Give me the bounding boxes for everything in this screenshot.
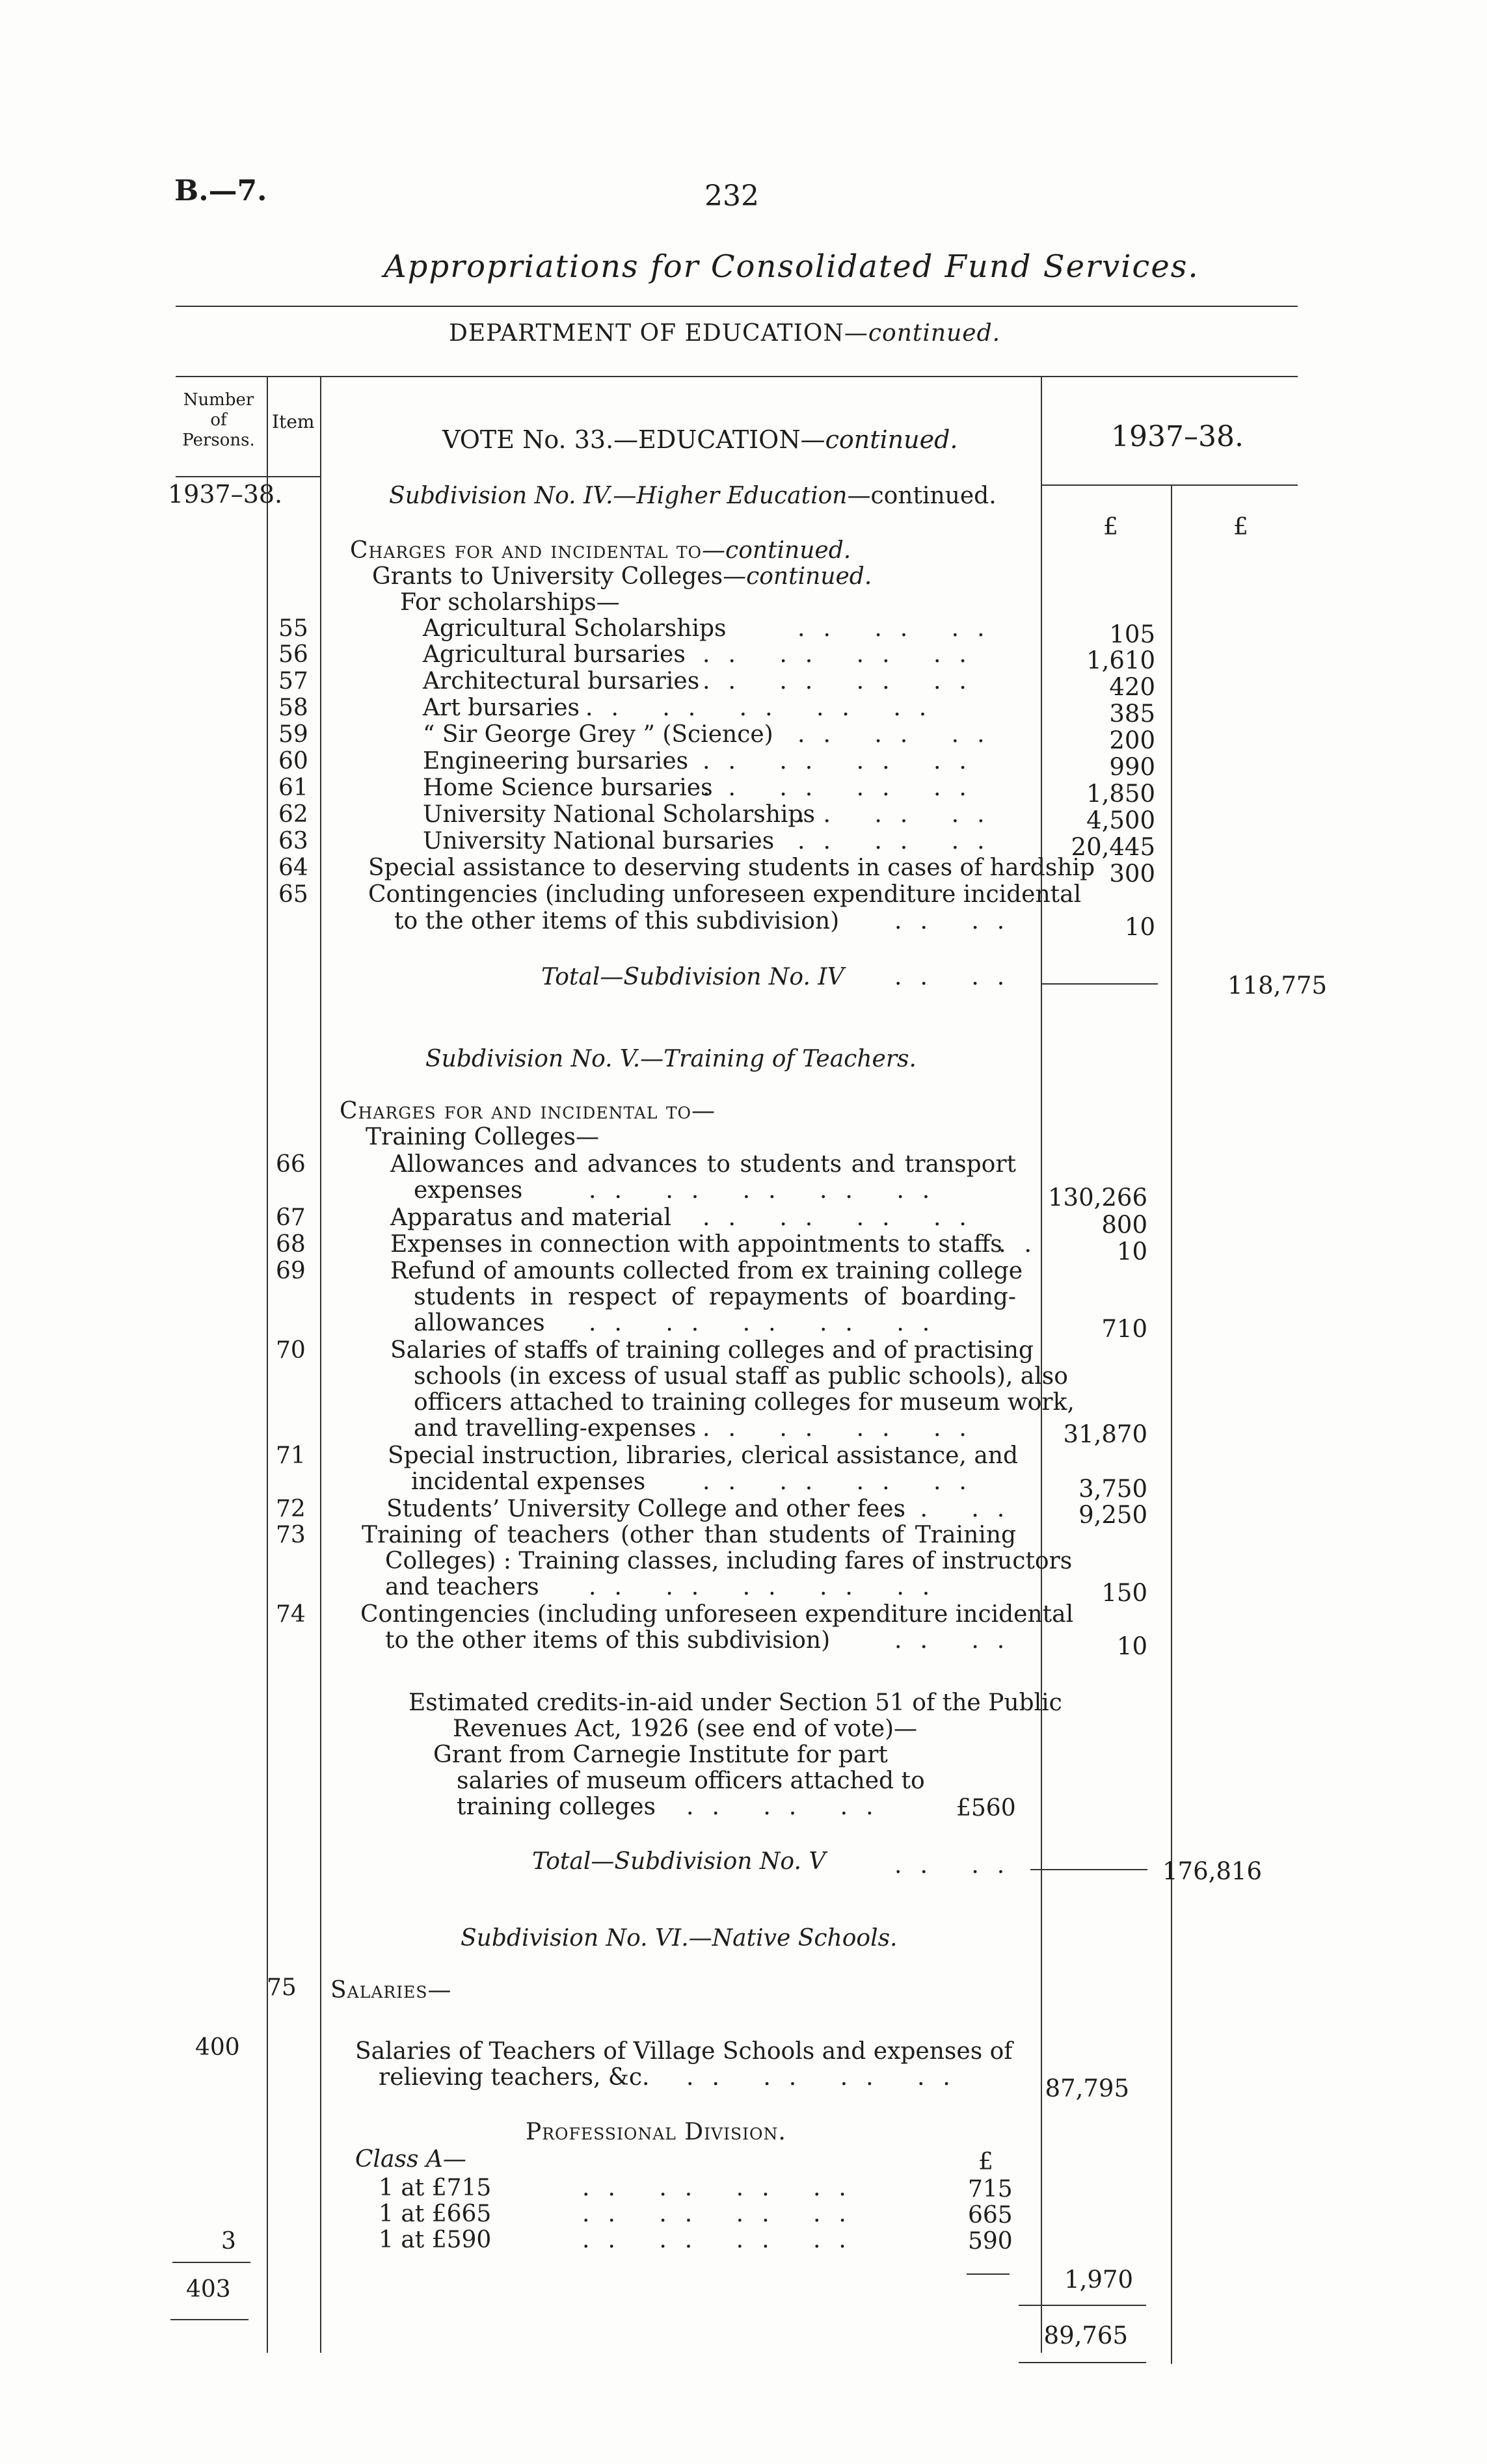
item-number: 70 xyxy=(276,1337,306,1364)
item-label: Agricultural bursaries xyxy=(423,641,686,668)
item-73-label-line2: Colleges) : Training classes, including fares of instructors xyxy=(385,1548,1073,1574)
leader-dots: .. .. .. .. .. xyxy=(589,1574,948,1600)
title-rule xyxy=(176,306,1298,307)
item-74-label-line2: to the other items of this subdivision) xyxy=(385,1627,831,1654)
sub6-heading: Subdivision No. VI.—Native Schools. xyxy=(461,1925,898,1952)
item-number: 62 xyxy=(278,801,308,828)
sub5-training-colleges: Training Colleges— xyxy=(366,1124,599,1150)
item-71-label-line1: Special instruction, libraries, clerical assistance, and xyxy=(388,1442,1019,1469)
item-number: 64 xyxy=(278,854,308,881)
item-number: 68 xyxy=(276,1231,306,1258)
item-amount: 10 xyxy=(1124,913,1155,941)
credits-line4: salaries of museum officers attached to xyxy=(457,1768,925,1794)
leader-dots: .. .. .. xyxy=(797,801,1003,828)
item-amount: 1,850 xyxy=(1086,780,1155,808)
sub6-salaries: Salaries— xyxy=(330,1977,452,2004)
item-67-label: Apparatus and material xyxy=(390,1204,671,1231)
item-number: 69 xyxy=(276,1258,306,1284)
item-number: 72 xyxy=(276,1496,306,1522)
item-number: 74 xyxy=(276,1601,306,1628)
item-amount: 710 xyxy=(1101,1315,1147,1343)
sub4-grants-text: Grants to University Colleges xyxy=(372,563,723,590)
prof-label: 1 at £715 xyxy=(379,2175,492,2201)
leader-dots: .. .. .. .. xyxy=(703,668,985,695)
sub4-charges-text: Charges for and incidental to xyxy=(350,537,703,564)
prof-total-amount: 1,970 xyxy=(1064,2266,1133,2294)
sub4-grants-suffix: —continued. xyxy=(723,563,872,590)
item-66-label-line1: Allowances and advances to students and transport xyxy=(390,1151,1016,1178)
item-number: 75 xyxy=(267,1974,297,2001)
item-amount: 10 xyxy=(1116,1632,1147,1660)
total-column-rule xyxy=(1171,484,1172,2364)
item-label: Architectural bursaries xyxy=(423,668,700,695)
grand-total-rule-bottom xyxy=(1019,2362,1146,2363)
item-number: 60 xyxy=(278,748,308,775)
sub4-heading-text: Subdivision No. IV.—Higher Education xyxy=(389,483,848,509)
item-number: 57 xyxy=(278,668,308,695)
leader-dots: .. .. .. .. xyxy=(703,641,985,668)
item-label: University National bursaries xyxy=(423,828,775,854)
sub5-heading: Subdivision No. V.—Training of Teachers. xyxy=(425,1046,917,1072)
persons-count: 400 xyxy=(195,2034,240,2061)
leader-dots: .. .. .. xyxy=(797,615,1003,642)
item-number: 55 xyxy=(278,615,308,642)
prof-subtotal-rule xyxy=(967,2273,1010,2275)
sub4-total-label: Total—Subdivision No. IV xyxy=(541,964,844,990)
item-number: 61 xyxy=(278,775,308,801)
item-amount: 31,870 xyxy=(1063,1420,1147,1448)
leader-dots: .. .. .. .. xyxy=(582,2227,864,2253)
item-70-label-line1: Salaries of staffs of training colleges and of practising xyxy=(390,1337,1034,1364)
item-amount: 3,750 xyxy=(1078,1475,1147,1503)
leader-dots: .. .. .. .. xyxy=(686,2064,969,2091)
vote-title: VOTE No. 33.—EDUCATION xyxy=(442,425,801,454)
sub4-charges-suffix: —continued. xyxy=(702,537,851,564)
leader-dots: .. .. .. xyxy=(797,828,1003,854)
header-underline-left xyxy=(176,476,320,477)
prof-amount: 590 xyxy=(968,2228,1013,2255)
item-70-label-line4: and travelling-expenses xyxy=(414,1415,697,1442)
sub4-for-scholarships: For scholarships— xyxy=(400,589,620,616)
item-number: 67 xyxy=(276,1204,306,1231)
sub5-charges: Charges for and incidental to— xyxy=(340,1098,716,1124)
item-amount: 420 xyxy=(1109,673,1155,701)
sub5-total-label: Total—Subdivision No. V xyxy=(532,1848,826,1875)
item-column-rule xyxy=(320,376,321,2353)
report-reference: B.—7. xyxy=(174,174,267,207)
persons-subtotal-rule xyxy=(172,2262,250,2263)
item-amount: 1,610 xyxy=(1086,646,1155,674)
header-underline-right xyxy=(1041,484,1298,486)
sub4-charges xyxy=(350,537,851,564)
item-70-label-line3: officers attached to training colleges for museum work, xyxy=(414,1389,1075,1416)
item-73-label-line1: Training of teachers (other than students of Training xyxy=(362,1522,1016,1548)
leader-dots: .. .. xyxy=(894,1496,1023,1522)
vote-heading xyxy=(442,425,958,454)
credits-line2: Revenues Act, 1926 (see end of vote)— xyxy=(453,1716,918,1742)
item-number: 56 xyxy=(278,641,308,668)
leader-dots: .. .. .. .. .. xyxy=(585,695,945,721)
persons-count: 3 xyxy=(221,2228,236,2255)
item-number: 65 xyxy=(278,881,308,908)
item-label: Agricultural Scholarships xyxy=(423,615,727,642)
village-teachers-amount: 87,795 xyxy=(1045,2074,1129,2102)
prof-amount: 665 xyxy=(968,2202,1013,2229)
professional-division: Professional Division. xyxy=(526,2119,786,2145)
item-amount: 990 xyxy=(1109,753,1155,781)
leader-dots: .. .. xyxy=(894,908,1023,934)
item-amount: 385 xyxy=(1109,700,1155,728)
department-name: DEPARTMENT OF EDUCATION xyxy=(449,320,844,347)
item-label: Home Science bursaries xyxy=(423,775,713,801)
item-label: “ Sir George Grey ” (Science) xyxy=(423,721,773,748)
item-number: 59 xyxy=(278,721,308,748)
sub4-heading-suffix: —continued. xyxy=(847,483,997,509)
contingencies-label-line2: to the other items of this subdivision) xyxy=(394,908,840,934)
page-number: 232 xyxy=(704,179,759,213)
leader-dots: .. .. .. .. xyxy=(582,2201,864,2227)
item-amount: 200 xyxy=(1109,726,1155,754)
leader-dots: .. .. .. .. .. xyxy=(589,1310,948,1336)
item-number: 63 xyxy=(278,828,308,854)
leader-dots: .. .. xyxy=(894,1852,1023,1879)
persons-column-header: Number of Persons. xyxy=(182,390,255,450)
item-number: 66 xyxy=(276,1151,306,1178)
sub5-total-amount: 176,816 xyxy=(1162,1857,1262,1885)
prof-pound-sign: £ xyxy=(978,2149,993,2175)
page-title: Appropriations for Consolidated Fund Services. xyxy=(384,248,1199,285)
sub5-total-rule xyxy=(1030,1869,1147,1870)
item-66-label-line2: expenses xyxy=(414,1177,523,1204)
leader-dots: .. .. .. .. xyxy=(703,1468,985,1495)
leader-dots: .. .. .. .. xyxy=(703,1204,985,1231)
item-74-label-line1: Contingencies (including unforeseen expenditure incidental xyxy=(360,1601,1074,1628)
item-label: Art bursaries xyxy=(423,695,580,721)
contingencies-label-line1: Contingencies (including unforeseen expenditure incidental xyxy=(368,881,1082,908)
item-69-label-line2: students in respect of repayments of boarding- xyxy=(414,1284,1016,1310)
item-amount: 10 xyxy=(1116,1238,1147,1265)
item-69-label-line1: Refund of amounts collected from ex training college xyxy=(390,1258,1023,1284)
sub4-total-amount: 118,775 xyxy=(1227,972,1327,1000)
village-teachers-line1: Salaries of Teachers of Village Schools and expenses of xyxy=(355,2038,1013,2065)
credits-line1: Estimated credits-in-aid under Section 51 of the Public xyxy=(409,1689,1062,1716)
item-amount: 150 xyxy=(1101,1579,1147,1607)
item-label: Engineering bursaries xyxy=(423,748,689,775)
persons-column-rule xyxy=(267,376,268,2353)
persons-year: 1937–38. xyxy=(168,480,283,509)
persons-total-rule xyxy=(170,2319,248,2320)
leader-dots: .. .. .. .. xyxy=(703,748,985,775)
leader-dots: .. .. .. .. .. xyxy=(589,1177,948,1204)
grand-total-amount: 89,765 xyxy=(1043,2322,1128,2350)
prof-label: 1 at £590 xyxy=(379,2227,492,2253)
leader-dots: .. xyxy=(998,1231,1050,1258)
credits-line3: Grant from Carnegie Institute for part xyxy=(433,1742,888,1768)
village-teachers-line2: relieving teachers, &c. xyxy=(379,2064,650,2091)
pound-sign-col2: £ xyxy=(1233,514,1248,540)
item-68-label: Expenses in connection with appointments to staffs xyxy=(390,1231,1002,1258)
item-number: 71 xyxy=(276,1442,306,1469)
sub4-total-rule xyxy=(1041,983,1158,985)
leader-dots: .. .. .. .. xyxy=(582,2175,864,2201)
item-amount: 9,250 xyxy=(1078,1501,1147,1529)
item-number: 73 xyxy=(276,1522,306,1548)
department-heading xyxy=(449,320,1000,347)
special-assistance-label: Special assistance to deserving students in cases of hardship xyxy=(368,854,1095,881)
department-suffix: —continued. xyxy=(844,320,1001,347)
item-column-header: Item xyxy=(272,411,315,432)
leader-dots: .. .. xyxy=(894,1627,1023,1654)
year-column-header: 1937–38. xyxy=(1111,420,1244,453)
leader-dots: .. .. .. xyxy=(686,1794,892,1820)
item-amount: 4,500 xyxy=(1086,806,1155,834)
sub4-grants xyxy=(372,563,872,590)
prof-amount: 715 xyxy=(968,2176,1013,2203)
item-amount: 20,445 xyxy=(1071,833,1155,861)
leader-dots: .. .. .. .. xyxy=(703,775,985,801)
item-amount: 130,266 xyxy=(1047,1184,1147,1212)
credits-amount: £560 xyxy=(956,1795,1016,1822)
item-amount: 800 xyxy=(1101,1211,1147,1239)
item-label: University National Scholarships xyxy=(423,801,815,828)
credits-line5: training colleges xyxy=(457,1794,656,1820)
vote-suffix: —continued. xyxy=(800,425,958,454)
leader-dots: .. .. .. xyxy=(797,721,1003,748)
class-a: Class A— xyxy=(355,2146,466,2173)
pound-sign-col1: £ xyxy=(1103,514,1118,540)
item-amount: 105 xyxy=(1109,620,1155,648)
item-69-label-line3: allowances xyxy=(414,1310,545,1336)
table-top-rule xyxy=(176,376,1298,377)
item-72-label: Students’ University College and other fees xyxy=(386,1496,905,1522)
item-71-label-line2: incidental expenses xyxy=(411,1468,646,1495)
item-70-label-line2: schools (in excess of usual staff as public schools), also xyxy=(414,1363,1068,1390)
item-amount: 300 xyxy=(1109,860,1155,888)
item-number: 58 xyxy=(278,695,308,721)
sub4-heading xyxy=(389,483,997,509)
grand-total-rule-top xyxy=(1019,2305,1146,2306)
leader-dots: .. .. .. .. xyxy=(703,1415,985,1442)
item-73-label-line3: and teachers xyxy=(385,1574,539,1600)
leader-dots: .. .. xyxy=(894,964,1023,990)
prof-label: 1 at £665 xyxy=(379,2201,492,2227)
persons-total: 403 xyxy=(186,2276,231,2303)
